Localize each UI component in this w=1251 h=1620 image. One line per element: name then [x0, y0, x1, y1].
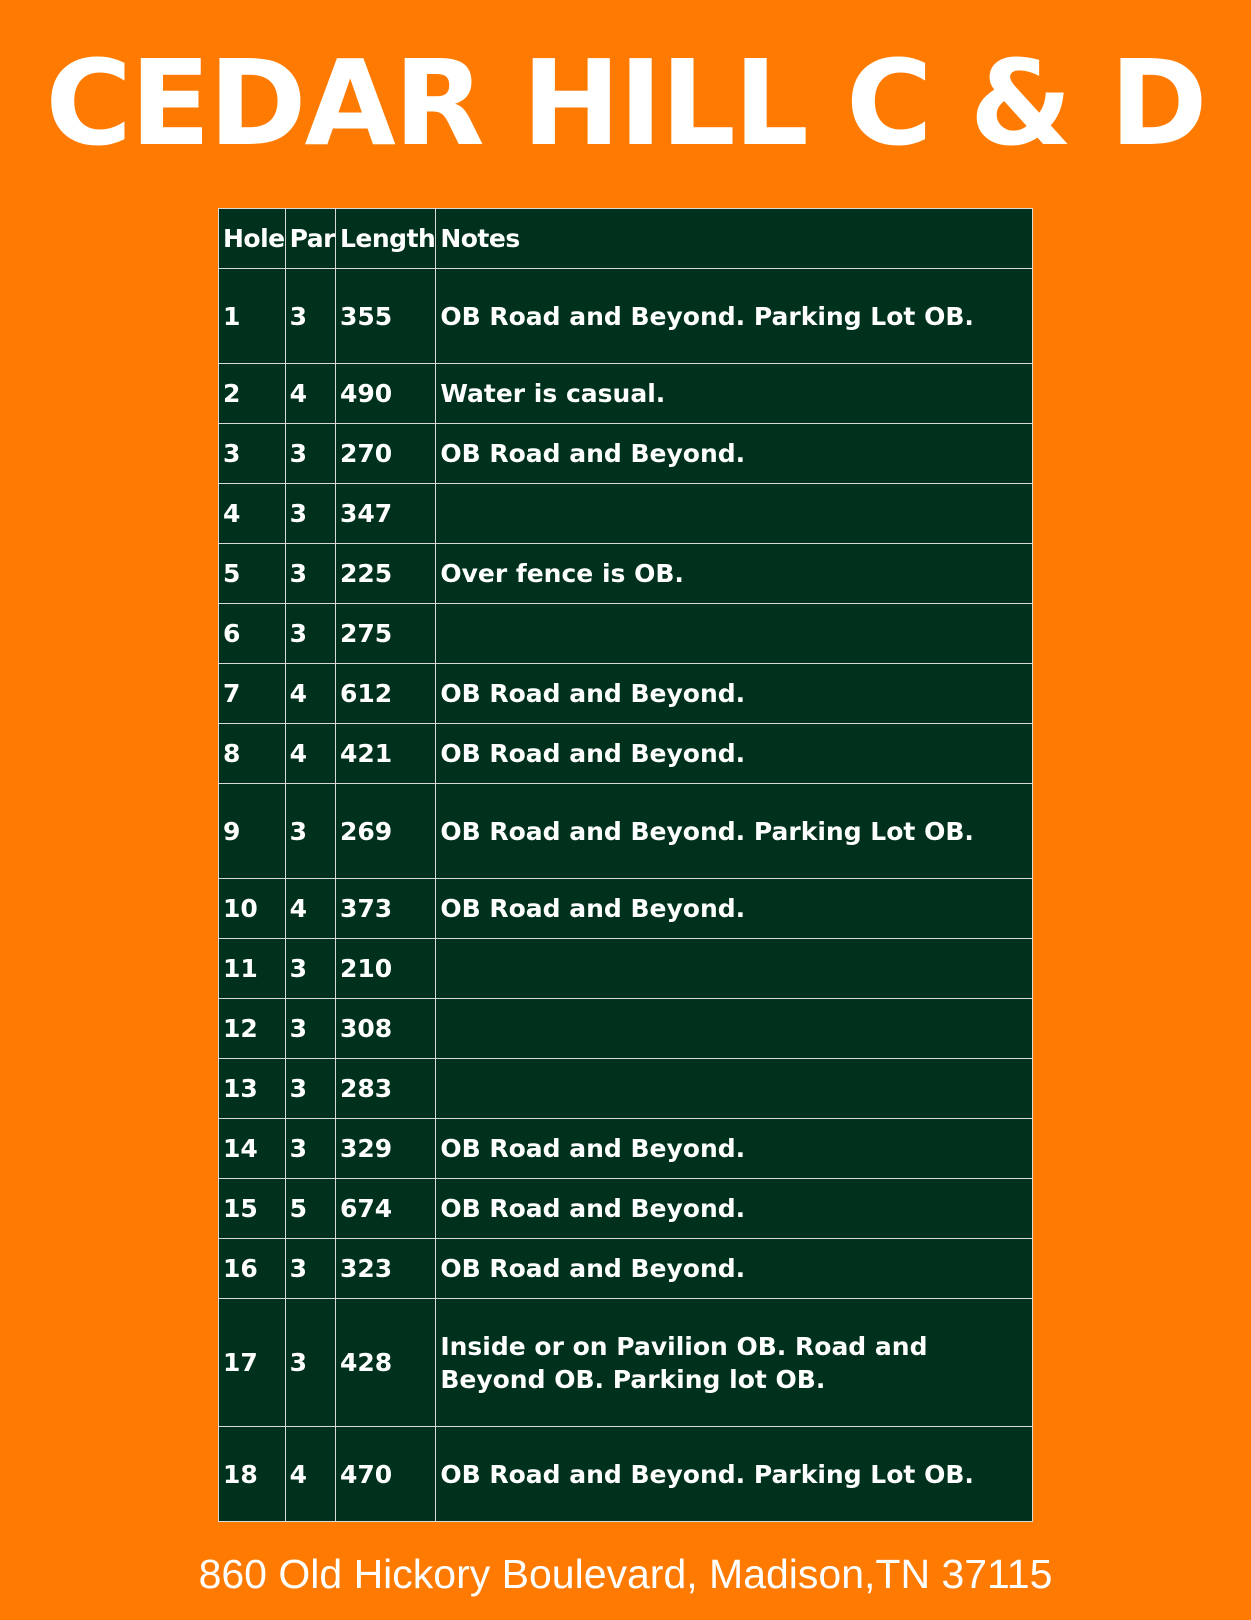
notes-cell: OB Road and Beyond.: [436, 879, 1033, 939]
hole-cell: 10: [219, 879, 286, 939]
par-cell: 3: [285, 604, 335, 664]
hole-cell: 9: [219, 784, 286, 879]
hole-cell: 18: [219, 1427, 286, 1522]
table-row: [219, 879, 1033, 939]
par-cell: 4: [285, 664, 335, 724]
length-cell: 421: [335, 724, 435, 784]
notes-cell: OB Road and Beyond. Parking Lot OB.: [436, 784, 1033, 879]
table-row: [219, 269, 1033, 364]
par-cell: 3: [285, 999, 335, 1059]
length-cell: 225: [335, 544, 435, 604]
hole-cell: 14: [219, 1119, 286, 1179]
length-cell: 355: [335, 269, 435, 364]
hole-cell: 2: [219, 364, 286, 424]
par-cell: 4: [285, 1427, 335, 1522]
notes-cell: [436, 1059, 1033, 1119]
hole-cell: 6: [219, 604, 286, 664]
notes-cell: OB Road and Beyond.: [436, 1239, 1033, 1299]
length-cell: 347: [335, 484, 435, 544]
par-cell: 3: [285, 1059, 335, 1119]
header-hole: Hole: [219, 209, 286, 269]
length-cell: 269: [335, 784, 435, 879]
notes-cell: [436, 604, 1033, 664]
table-row: [219, 1427, 1033, 1522]
notes-cell: [436, 484, 1033, 544]
length-cell: 674: [335, 1179, 435, 1239]
notes-cell: OB Road and Beyond.: [436, 724, 1033, 784]
table-row: [219, 1119, 1033, 1179]
table-row: [219, 484, 1033, 544]
hole-cell: 1: [219, 269, 286, 364]
par-cell: 3: [285, 484, 335, 544]
hole-cell: 16: [219, 1239, 286, 1299]
notes-cell: OB Road and Beyond. Parking Lot OB.: [436, 1427, 1033, 1522]
length-cell: 323: [335, 1239, 435, 1299]
length-cell: 308: [335, 999, 435, 1059]
hole-cell: 5: [219, 544, 286, 604]
table-header-row: [219, 209, 1033, 269]
notes-cell: OB Road and Beyond.: [436, 424, 1033, 484]
table-row: [219, 939, 1033, 999]
hole-cell: 17: [219, 1299, 286, 1427]
notes-cell: Inside or on Pavilion OB. Road and Beyond OB. Parking lot OB.: [436, 1299, 1033, 1427]
length-cell: 210: [335, 939, 435, 999]
notes-cell: OB Road and Beyond.: [436, 664, 1033, 724]
par-cell: 3: [285, 544, 335, 604]
hole-cell: 3: [219, 424, 286, 484]
table-row: [219, 364, 1033, 424]
length-cell: 428: [335, 1299, 435, 1427]
scorecard-table: [218, 208, 1033, 1522]
hole-cell: 15: [219, 1179, 286, 1239]
course-address: 860 Old Hickory Boulevard, Madison,TN 37115: [198, 1551, 1053, 1597]
length-cell: 275: [335, 604, 435, 664]
header-length: Length: [335, 209, 435, 269]
length-cell: 490: [335, 364, 435, 424]
page-title: CEDAR HILL C & D: [45, 34, 1206, 172]
table-row: [219, 424, 1033, 484]
table-row: [219, 1059, 1033, 1119]
notes-cell: Water is casual.: [436, 364, 1033, 424]
table-row: [219, 1299, 1033, 1427]
hole-cell: 11: [219, 939, 286, 999]
par-cell: 3: [285, 939, 335, 999]
table-row: [219, 544, 1033, 604]
length-cell: 283: [335, 1059, 435, 1119]
par-cell: 3: [285, 1119, 335, 1179]
header-par: Par: [285, 209, 335, 269]
table-row: [219, 784, 1033, 879]
par-cell: 5: [285, 1179, 335, 1239]
length-cell: 270: [335, 424, 435, 484]
par-cell: 3: [285, 1299, 335, 1427]
length-cell: 470: [335, 1427, 435, 1522]
notes-cell: Over fence is OB.: [436, 544, 1033, 604]
table-row: [219, 664, 1033, 724]
notes-cell: OB Road and Beyond.: [436, 1179, 1033, 1239]
hole-cell: 13: [219, 1059, 286, 1119]
hole-cell: 4: [219, 484, 286, 544]
par-cell: 4: [285, 364, 335, 424]
table-row: [219, 1179, 1033, 1239]
header-notes: Notes: [436, 209, 1033, 269]
par-cell: 4: [285, 724, 335, 784]
notes-cell: [436, 999, 1033, 1059]
par-cell: 3: [285, 269, 335, 364]
notes-cell: OB Road and Beyond.: [436, 1119, 1033, 1179]
hole-cell: 7: [219, 664, 286, 724]
length-cell: 612: [335, 664, 435, 724]
length-cell: 373: [335, 879, 435, 939]
table-row: [219, 604, 1033, 664]
par-cell: 3: [285, 424, 335, 484]
table-row: [219, 724, 1033, 784]
notes-cell: [436, 939, 1033, 999]
par-cell: 4: [285, 879, 335, 939]
par-cell: 3: [285, 1239, 335, 1299]
length-cell: 329: [335, 1119, 435, 1179]
notes-cell: OB Road and Beyond. Parking Lot OB.: [436, 269, 1033, 364]
par-cell: 3: [285, 784, 335, 879]
table-row: [219, 1239, 1033, 1299]
hole-cell: 8: [219, 724, 286, 784]
table-row: [219, 999, 1033, 1059]
hole-cell: 12: [219, 999, 286, 1059]
